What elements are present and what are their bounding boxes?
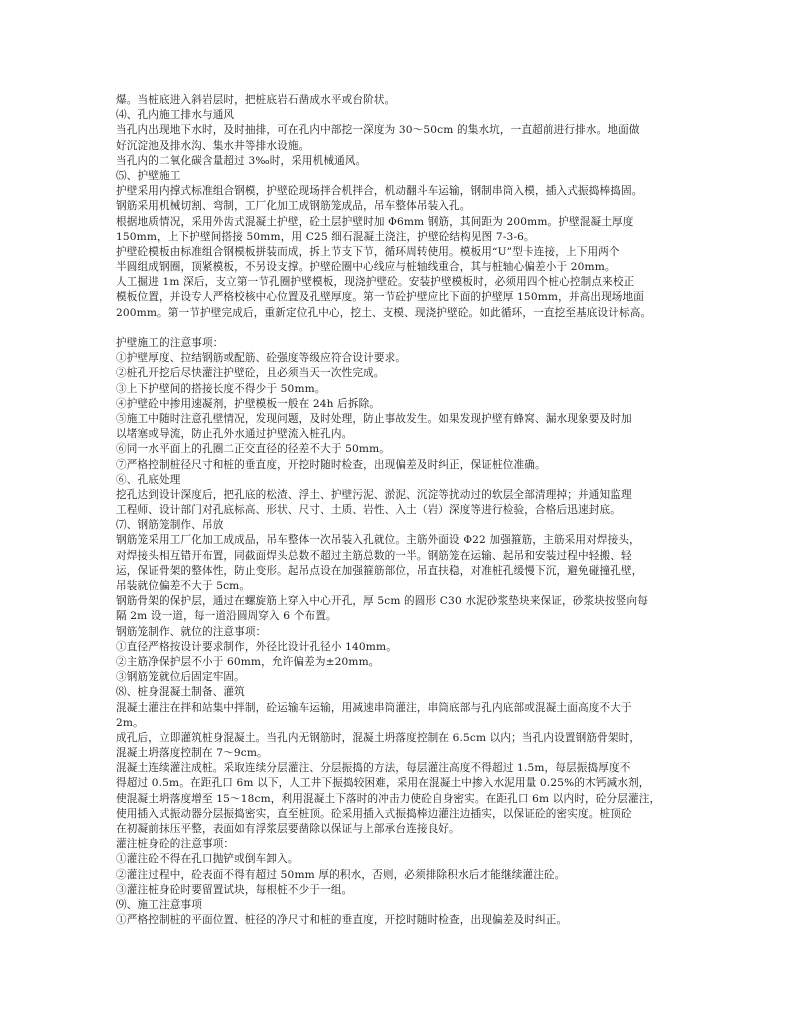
text-line: 人工掘进 1m 深后，支立第一节孔圈护壁模板，现浇护壁砼。安装护壁模板时，必须用四个桩心控制点来校正 (116, 276, 635, 289)
text-line: 隔 2m 设一道，每一道沿圆周穿入 6 个布置。 (116, 610, 337, 623)
text-block-section-notes-6-9 (116, 336, 696, 928)
text-line: 好沉淀池及排水沟、集水井等排水设施。 (116, 139, 310, 152)
text-line: 当孔内出现地下水时，及时抽排，可在孔内中部挖一深度为 30～50cm 的集水坑，一直超前进行排水。地面做 (116, 124, 640, 137)
text-line: 钢筋笼制作、就位的注意事项： (116, 625, 267, 638)
text-line: ⑤施工中随时注意孔壁情况，发现问题，及时处理，防止事故发生。如果发现护壁有蜂窝、漏水现象要及时加 (116, 412, 632, 425)
text-line: 根据地质情况，采用外齿式混凝土护壁，砼土层护壁时加 Φ6mm 钢筋，其间距为 200mm。护壁混凝土厚度 (116, 215, 634, 228)
text-line: 护壁砼模板由标准组合钢模板拼装而成，拆上节支下节，循环周转使用。模板用“U”型卡连接，上下用两个 (116, 245, 620, 258)
text-line: ⑸、护壁施工 (116, 169, 181, 182)
text-line: 运，保证骨架的整体性，防止变形。起吊点设在加强箍筋部位，吊直扶稳，对准桩孔缓慢下沉，避免碰撞孔壁， (116, 564, 643, 577)
text-line: 护壁采用内撑式标准组合钢模，护壁砼现场拌合机拌合，机动翻斗车运输，钢制串筒入模，插入式振捣棒捣固。 (116, 185, 643, 198)
text-line: ①灌注砼不得在孔口抛铲或倒车卸入。 (116, 853, 299, 866)
text-line: ⑻、桩身混凝土制备、灌筑 (116, 686, 245, 699)
text-line: 护壁施工的注意事项： (116, 337, 224, 349)
text-line: 150mm，上下护壁间搭接 50mm，用 C25 细石混凝土浇注，护壁砼结构见图 7-3-6。 (116, 230, 535, 243)
text-line: 混凝土连续灌注成桩。采取连续分层灌注、分层振捣的方法，每层灌注高度不得超过 1.5m，每层振捣厚度不 (116, 762, 631, 775)
text-line: ⑷、孔内施工排水与通风 (116, 109, 235, 122)
text-line: 200mm。第一节护壁完成后，重新定位孔中心，挖土、支模、现浇护壁砼。如此循环，一直挖至基底设计标高。 (116, 306, 652, 319)
text-line: 钢筋笼采用工厂化加工成成品，吊车整体一次吊装入孔就位。主筋外面设 Φ22 加强箍筋，主筋采用对焊接头， (116, 534, 640, 547)
text-line: 对焊接头相互错开布置，同截面焊头总数不超过主筋总数的一半。钢筋笼在运输、起吊和安装过程中轻搬、轻 (116, 549, 632, 562)
text-line: 混凝土灌注在拌和站集中拌制，砼运输车运输，用减速串筒灌注，串筒底部与孔内底部或混凝土面高度不大于 (116, 701, 632, 714)
text-line: ②桩孔开挖后尽快灌注护壁砼，且必须当天一次性完成。 (116, 367, 385, 380)
blank-line (116, 321, 696, 336)
text-line: 当孔内的二氧化碳含量超过 3‰时，采用机械通风。 (116, 154, 367, 167)
text-line: ④护壁砼中掺用速凝剂，护壁模板一般在 24h 后拆除。 (116, 397, 381, 410)
text-line: ②灌注过程中，砼表面不得有超过 50mm 厚的积水，否则，必须排除积水后才能继续灌注砼。 (116, 868, 566, 881)
text-block-section-4-5 (116, 93, 696, 321)
text-line: ⑥、孔底处理 (116, 473, 181, 486)
text-line: 以堵塞或导流，防止孔外水通过护壁流入桩孔内。 (116, 428, 353, 441)
text-line: ③钢筋笼就位后固定牢固。 (116, 671, 245, 684)
text-line: ⑺、钢筋笼制作、吊放 (116, 519, 224, 532)
text-line: 混凝土坍落度控制在 7～9cm。 (116, 747, 268, 760)
document-page (116, 93, 696, 928)
text-line: 使混凝土坍落度增至 15～18cm，利用混凝土下落时的冲击力使砼自身密实。在距孔口 6m 以内时，砼分层灌注， (116, 792, 661, 805)
text-line: ⑥同一水平面上的孔圈二正交直径的径差不大于 50mm。 (116, 443, 391, 456)
text-line: ③灌注桩身砼时要留置试块，每根桩不少于一组。 (116, 883, 353, 896)
text-line: 钢筋骨架的保护层，通过在螺旋筋上穿入中心开孔，厚 5cm 的圆形 C30 水泥砂浆垫块来保证，砂浆块按竖向每 (116, 595, 648, 608)
text-line: ③上下护壁间的搭接长度不得少于 50mm。 (116, 382, 326, 395)
text-line: 得超过 0.5m。在距孔口 6m 以下，人工井下振捣较困难，采用在混凝土中掺入水泥用量 0.25%的木钙减水剂， (116, 777, 650, 790)
text-line: 使用插入式振动器分层振捣密实，直至桩顶。砼采用插入式振捣棒边灌注边插实，以保证砼的密实度。桩顶砼 (116, 807, 632, 820)
text-line: 钢筋采用机械切割、弯制，工厂化加工成钢筋笼成品，吊车整体吊装入孔。 (116, 200, 471, 213)
text-line: 模板位置，并设专人严格校核中心位置及孔壁厚度。第一节砼护壁应比下面的护壁厚 150mm，并高出现场地面 (116, 291, 645, 304)
text-line: ①直径严格按设计要求制作，外径比设计孔径小 140mm。 (116, 640, 397, 653)
document-body (116, 93, 696, 928)
text-line: ①严格控制桩的平面位置、桩径的净尺寸和桩的垂直度，开挖时随时检查，出现偏差及时纠正。 (116, 914, 568, 927)
text-line: ⑼、施工注意事项 (116, 898, 202, 911)
text-line: 成孔后，立即灌筑桩身混凝土。当孔内无钢筋时，混凝土坍落度控制在 6.5cm 以内；当孔内设置钢筋骨架时， (116, 731, 641, 744)
text-line: 2m。 (116, 716, 144, 729)
text-line: ①护壁厚度、拉结钢筋或配筋、砼强度等级应符合设计要求。 (116, 352, 407, 365)
text-line: ②主筋净保护层不小于 60mm，允许偏差为±20mm。 (116, 655, 380, 668)
text-line: 吊装就位偏差不大于 5cm。 (116, 580, 251, 592)
text-line: 灌注桩身砼的注意事项： (116, 838, 235, 851)
text-line: 挖孔达到设计深度后，把孔底的松渣、浮土、护壁污泥、淤泥、沉淀等扰动过的软层全部清理掉；并通知监理 (116, 488, 632, 501)
text-line: ⑦严格控制桩径尺寸和桩的垂直度，开挖时随时检查，出现偏差及时纠正，保证桩位准确。 (116, 458, 546, 471)
text-line: 爆。当桩底进入斜岩层时，把桩底岩石凿成水平或台阶状。 (116, 94, 396, 106)
text-line: 工程师、设计部门对孔底标高、形状、尺寸、土质、岩性、入土（岩）深度等进行检验，合格后迅速封底。 (116, 504, 621, 517)
text-line: 在初凝前抹压平整，表面如有浮浆层要凿除以保证与上部承台连接良好。 (116, 823, 460, 835)
text-line: 半圆组成钢圈，顶紧模板，不另设支撑。护壁砼圈中心线应与桩轴线重合，其与桩轴心偏差小于 20mm。 (116, 261, 616, 274)
